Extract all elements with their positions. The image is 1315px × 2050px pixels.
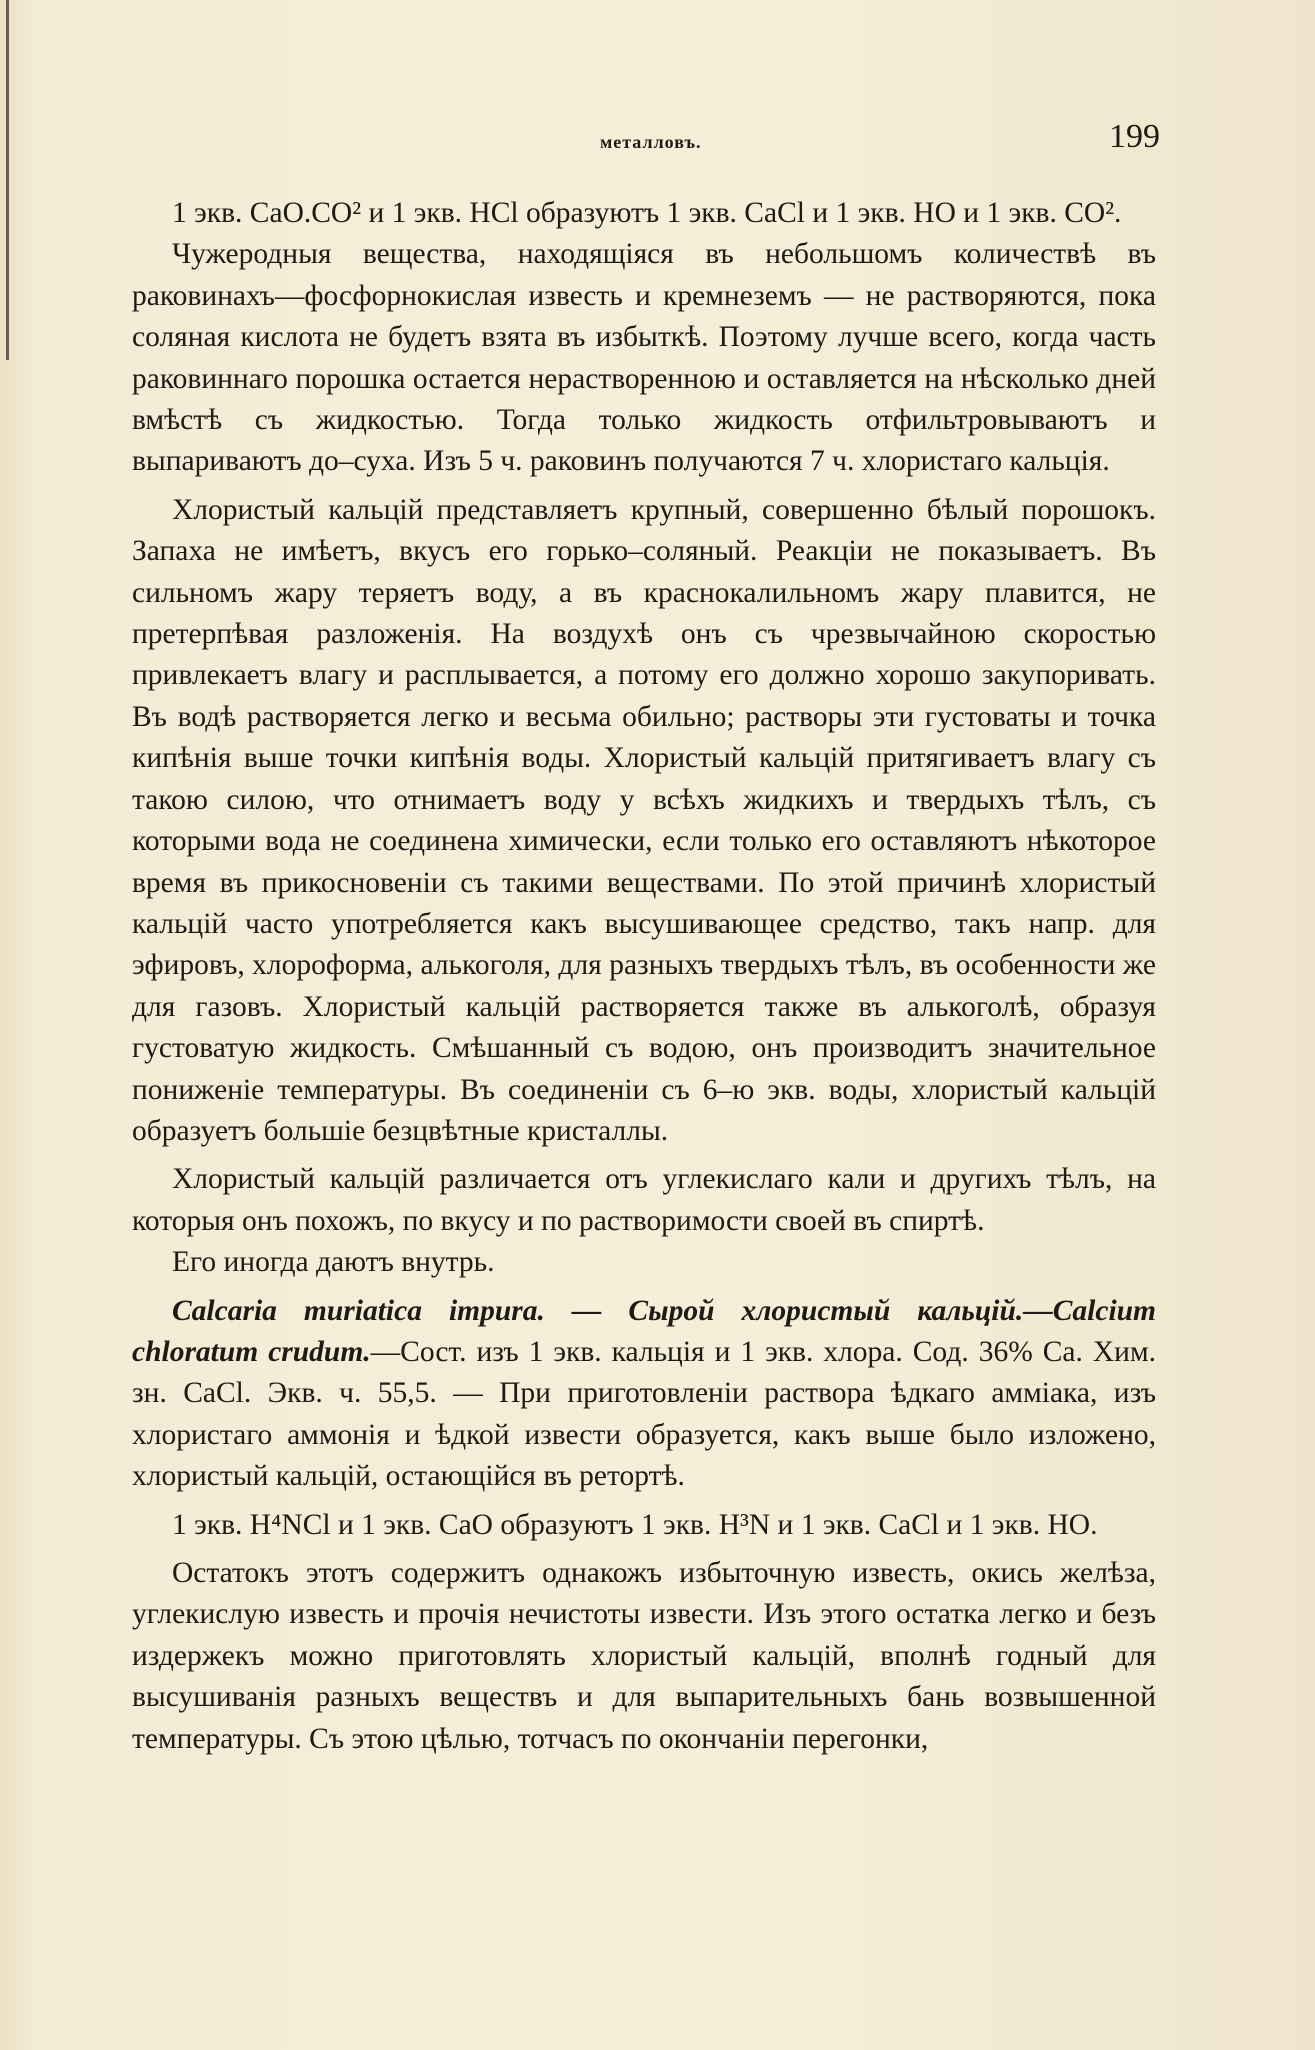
paragraph-impurities: Чужеродныя вещества, находящіяся въ небольшомъ количествѣ въ раковинахъ—фосфорнокислая известь и кремнеземъ — не растворяются, пока соляная кислота не будетъ взята въ избыткѣ. Поэтому лучше всего, когда часть раковиннаго порошка остается нерастворенною и оставляется на нѣсколько дней вмѣстѣ съ жидкостью. Тогда только жидкость отфильтровываютъ и выпариваютъ до–суха. Изъ 5 ч. раковинъ получаются 7 ч. хлористаго кальція. [132,238,1156,478]
entry-calcaria-muriatica-impura [132,1291,1156,1498]
binding-edge [6,0,9,360]
paragraph-equation-1: 1 экв. CaO.CO² и 1 экв. HCl образуютъ 1 экв. CaCl и 1 экв. HO и 1 экв. CO². [172,197,1122,229]
paragraph-equation-2: 1 экв. H⁴NCl и 1 экв. CaO образуютъ 1 экв. H³N и 1 экв. CaCl и 1 экв. HO. [172,1508,1098,1541]
paragraph-properties: Хлористый кальцій представляетъ крупный, совершенно бѣлый порошокъ. Запаха не имѣетъ, вкусъ его горько–соляный. Реакціи не показываетъ. Въ сильномъ жару теряетъ воду, а въ краснокалильномъ жару плавится, не претерпѣвая разложенія. На воздухѣ онъ съ чрезвычайною скоростью привлекаетъ влагу и расплывается, а потому его должно хорошо закупоривать. Въ водѣ растворяется легко и весьма обильно; растворы эти густоваты и точка кипѣнія выше точки кипѣнія воды. Хлористый кальцій притягиваетъ влагу съ такою силою, что отнимаетъ воду у всѣхъ жидкихъ и твердыхъ тѣлъ, съ которыми вода не соединена химически, если только его оставляютъ нѣкоторое время въ прикосновеніи съ такими веществами. По этой причинѣ хлористый кальцій часто употребляется какъ высушивающее средство, такъ напр. для эфировъ, хлороформа, алькоголя, для разныхъ твердыхъ тѣлъ, въ особенности же для газовъ. Хлористый кальцій растворяется также въ алькоголѣ, образуя густоватую жидкость. Смѣшанный съ водою, онъ производитъ значительное пониженіе температуры. Въ соединеніи съ 6–ю экв. воды, хлористый кальцій образуетъ большіе безцвѣтные кристаллы. [132,493,1156,1147]
body-text [132,193,1156,1767]
page-number: 199 [1109,118,1160,155]
entry-body: —Сост. изъ 1 экв. кальція и 1 экв. хлора. Сод. 36% Ca. Хим. зн. CaCl. Экв. ч. 55,5. — При приготовленіи раствора ѣдкаго амміака, изъ хлористаго аммонія и ѣдкой извести образуется, какъ выше было изложено, хлористый кальцій, остающійся въ ретортѣ. [132,1335,1157,1493]
paragraph-residue: Остатокъ этотъ содержитъ однакожъ избыточную известь, окись желѣза, углекислую известь и прочія нечистоты извести. Изъ этого остатка легко и безъ издержекъ можно приготовлять хлористый кальцій, вполнѣ годный для высушиванія разныхъ веществъ и для выпарительныхъ бань возвышенной температуры. Съ этою цѣлью, тотчасъ по окончаніи перегонки, [132,1557,1156,1755]
paragraph-internal-use: Его иногда даютъ внутрь. [172,1246,495,1279]
running-head: металловъ. [600,132,702,152]
entry-title: Calcaria muriatica impura. — Сырой хлористый кальцій.—Calcium chloratum crudum. [132,1294,1156,1368]
paragraph-distinction: Хлористый кальцій различается отъ углекислаго кали и другихъ тѣлъ, на которыя онъ похожъ, по вкусу и по растворимости своей въ спиртѣ. [132,1163,1156,1237]
page-header [130,118,1160,168]
